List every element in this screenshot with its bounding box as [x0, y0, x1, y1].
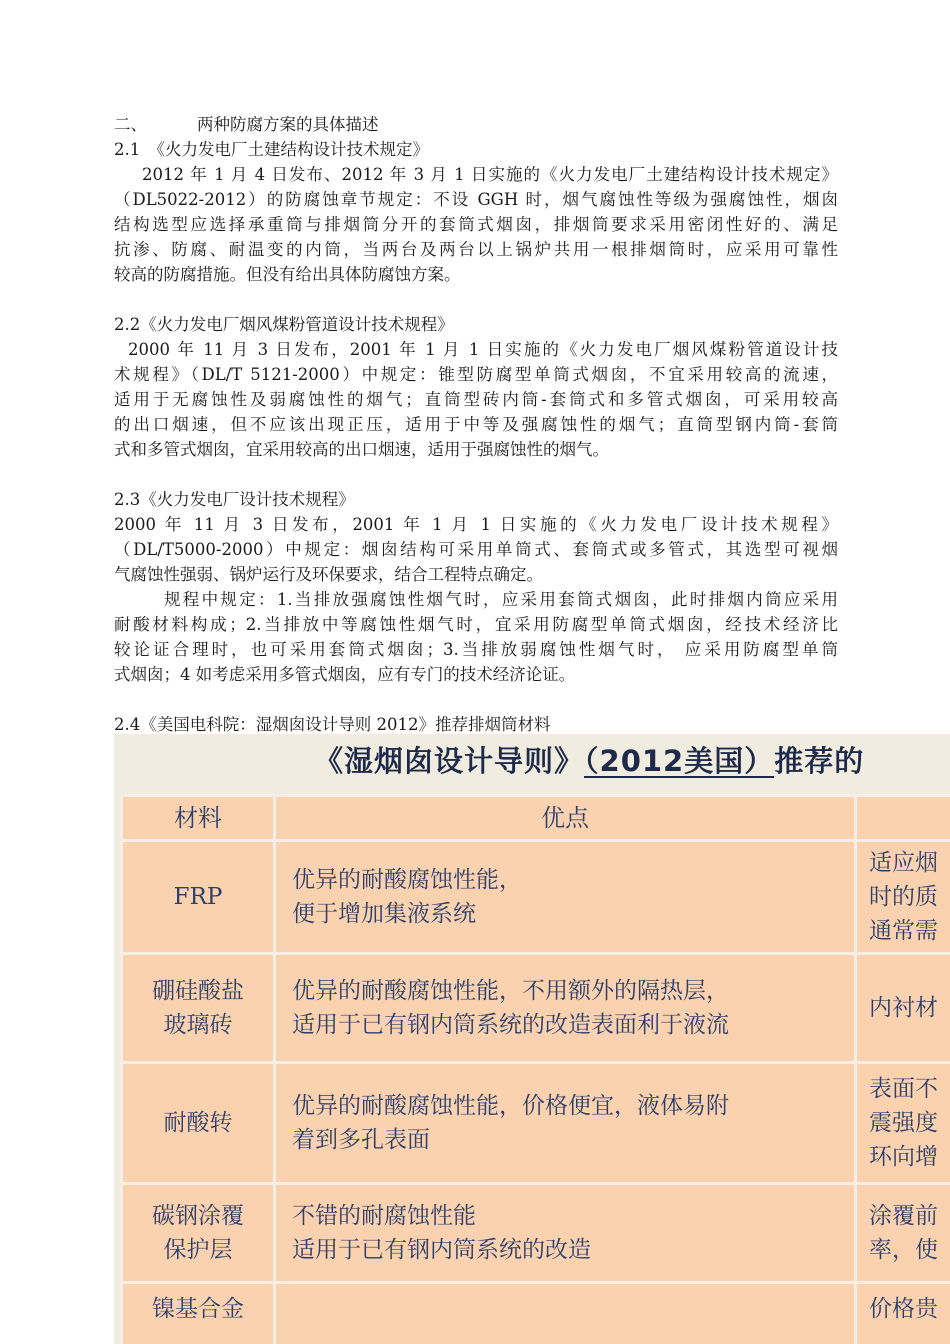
col3-line: 适应烟 [869, 850, 938, 876]
col3-line: 涂覆前 [869, 1203, 938, 1229]
section-heading [114, 112, 838, 137]
paragraph-line: （DL5022-2012）的防腐蚀章节规定：不设 GGH 时，烟气腐蚀性等级为强腐蚀性，烟囱 [114, 190, 838, 209]
advantages-cell [275, 841, 856, 954]
col3-line: 内衬材 [869, 995, 938, 1021]
material-line: 硼硅酸盐 [152, 978, 244, 1004]
material-cell [122, 1063, 275, 1184]
col3-line: 率，使 [869, 1237, 938, 1263]
col3-line: 表面不 [869, 1076, 938, 1102]
col3-cell [856, 1184, 950, 1283]
advantages-cell [275, 1283, 856, 1344]
advantages-line: 便于增加集液系统 [292, 901, 476, 927]
section-number: 二、 [114, 115, 147, 134]
figure-title [314, 739, 864, 780]
material-line: 玻璃砖 [163, 1012, 233, 1038]
paragraph-line: 耐酸材料构成；2.当排放中等腐蚀性烟气时，宜采用防腐型单筒式烟囱，经技术经济比 [114, 615, 838, 634]
material-cell [122, 841, 275, 954]
paragraph-line: 2000 年 11 月 3 日发布，2001 年 1 月 1 日实施的《火力发电厂设计技术规程》 [114, 515, 838, 534]
col3-line: 时的质 [869, 884, 938, 910]
col3-cell [856, 954, 950, 1063]
materials-table [120, 794, 950, 1344]
table-row [122, 841, 950, 954]
figure-title-part1: 《湿烟囱设计导则》 [314, 744, 585, 778]
advantages-line: 优异的耐酸腐蚀性能，价格便宜，液体易附 [292, 1093, 729, 1119]
table-row [122, 1063, 950, 1184]
section-title: 两种防腐方案的具体描述 [197, 115, 379, 134]
paragraph-line: 术规程》（DL/T 5121-2000）中规定：锥型防腐型单筒式烟囱，不宜采用较高的流速， [114, 365, 838, 384]
col3-cell [856, 1283, 950, 1344]
subsection-heading-2-4: 2.4《美国电科院：湿烟囱设计导则 2012》推荐排烟筒材料 [114, 715, 551, 734]
advantages-line: 适用于已有钢内筒系统的改造表面利于液流 [292, 1012, 729, 1038]
advantages-cell [275, 954, 856, 1063]
subsection-heading-2-1: 2.1 《火力发电厂土建结构设计技术规定》 [114, 140, 429, 159]
table-row [122, 1283, 950, 1344]
document-body [114, 112, 838, 737]
paragraph-line: 气腐蚀性强弱、锅炉运行及环保要求，结合工程特点确定。 [114, 565, 543, 584]
subsection-heading-2-3: 2.3《火力发电厂设计技术规程》 [114, 490, 355, 509]
material-line: 镍基合金 [152, 1296, 244, 1322]
col3-cell [856, 841, 950, 954]
material-cell [122, 1184, 275, 1283]
col3-line: 通常需 [869, 918, 938, 944]
paragraph-line: 规程中规定：1.当排放强腐蚀性烟气时，应采用套筒式烟囱，此时排烟内筒应采用 [164, 590, 838, 609]
embedded-table-image [114, 734, 950, 1344]
advantages-line: 优异的耐酸腐蚀性能， [292, 867, 522, 893]
figure-title-part2: （2012美国） [584, 744, 775, 778]
paragraph-line: 式和多管式烟囱，宜采用较高的出口烟速，适用于强腐蚀性的烟气。 [114, 440, 609, 459]
table-row [122, 954, 950, 1063]
paragraph-line: 2000 年 11 月 3 日发布，2001 年 1 月 1 日实施的《火力发电厂烟风煤粉管道设计技 [128, 340, 838, 359]
paragraph-line: 适用于无腐蚀性及弱腐蚀性的烟气；直筒型砖内筒-套筒式和多管式烟囱，可采用较高 [114, 390, 838, 409]
paragraph-line: 式烟囱；4 如考虑采用多管式烟囱，应有专门的技术经济论证。 [114, 665, 576, 684]
subsection-heading-2-2: 2.2《火力发电厂烟风煤粉管道设计技术规程》 [114, 315, 454, 334]
paragraph-line: 抗渗、防腐、耐温变的内筒，当两台及两台以上锅炉共用一根排烟筒时，应采用可靠性 [114, 240, 838, 259]
paragraph-line: （DL/T5000-2000）中规定：烟囱结构可采用单筒式、套筒式或多管式，其选型可视烟 [114, 540, 838, 559]
material-line: 碳钢涂覆 [152, 1203, 244, 1229]
header-col3 [856, 796, 950, 841]
material-cell [122, 954, 275, 1063]
header-material: 材料 [122, 796, 275, 841]
paragraph-line: 较高的防腐措施。但没有给出具体防腐蚀方案。 [114, 265, 461, 284]
table-header-row [122, 796, 950, 841]
header-advantages: 优点 [275, 796, 856, 841]
col3-line: 震强度 [869, 1110, 938, 1136]
paragraph-line: 结构选型应选择承重筒与排烟筒分开的套筒式烟囱，排烟筒要求采用密闭性好的、满足 [114, 215, 838, 234]
advantages-cell [275, 1063, 856, 1184]
advantages-line: 优异的耐酸腐蚀性能，不用额外的隔热层， [292, 978, 729, 1004]
col3-line: 环向增 [869, 1144, 938, 1170]
advantages-line: 适用于已有钢内筒系统的改造 [292, 1237, 591, 1263]
col3-line: 价格贵 [869, 1296, 938, 1322]
material-line: 保护层 [163, 1237, 233, 1263]
table-row [122, 1184, 950, 1283]
paragraph-line: 的出口烟速，但不应该出现正压，适用于中等及强腐蚀性的烟气；直筒型钢内筒-套筒 [114, 415, 838, 434]
advantages-line: 不错的耐腐蚀性能 [292, 1203, 476, 1229]
advantages-line: 着到多孔表面 [292, 1127, 430, 1153]
figure-title-part3: 推荐的 [774, 744, 865, 778]
paragraph-line: 2012 年 1 月 4 日发布、2012 年 3 月 1 日实施的《火力发电厂土建结构设计技术规定》 [142, 165, 838, 184]
col3-cell [856, 1063, 950, 1184]
material-cell [122, 1283, 275, 1344]
material-line: 耐酸转 [163, 1110, 233, 1136]
material-line: FRP [173, 884, 223, 910]
paragraph-line: 较论证合理时，也可采用套筒式烟囱；3.当排放弱腐蚀性烟气时， 应采用防腐型单筒 [114, 640, 838, 659]
advantages-cell [275, 1184, 856, 1283]
